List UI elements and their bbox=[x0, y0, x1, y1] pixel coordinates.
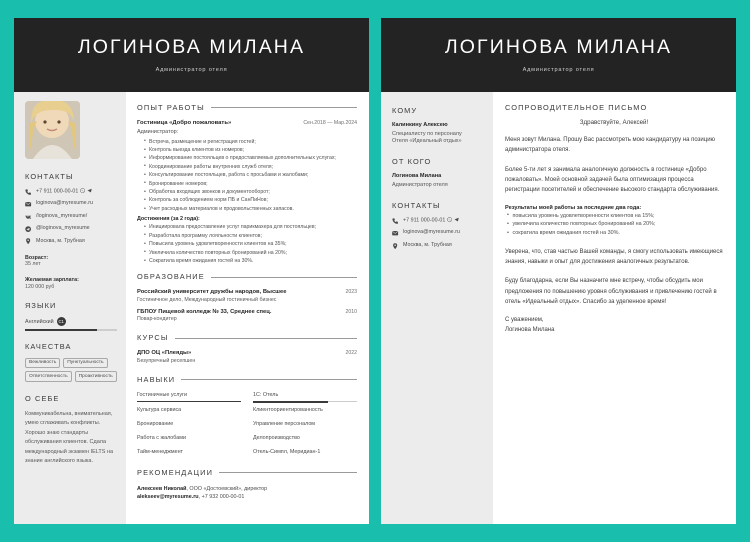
contact-row-telegram[interactable] bbox=[25, 225, 117, 233]
recommender-name: Алексеев Николай bbox=[137, 485, 187, 492]
duties-list bbox=[137, 138, 357, 214]
duty-item: • Консультирование постояльцев, работа с просьбами и жалобами; bbox=[144, 171, 357, 179]
about-title: О СЕБЕ bbox=[25, 393, 60, 403]
language-progress-bar bbox=[25, 329, 117, 331]
whatsapp-icon bbox=[447, 217, 452, 222]
contact-row-location bbox=[392, 242, 484, 250]
letter-contacts-title: КОНТАКТЫ bbox=[392, 200, 441, 210]
recipient-org: Отеля «Идеальный отдых» bbox=[392, 138, 462, 145]
location-icon bbox=[25, 238, 32, 246]
quality-tag: Вежливость bbox=[25, 358, 60, 369]
skill-item: Делопроизводство bbox=[253, 434, 300, 441]
skill-item: Работа с жалобами bbox=[137, 434, 186, 441]
quality-tag: Пунктуальность bbox=[63, 358, 107, 369]
education-section-header bbox=[137, 272, 357, 281]
qualities-list bbox=[25, 358, 117, 382]
achievements-list bbox=[137, 223, 357, 265]
fact-label: Желаемая зарплата: bbox=[25, 277, 79, 284]
employer-name: Гостиница «Добро пожаловать» bbox=[137, 120, 232, 126]
resume-subtitle: Администратор отеля bbox=[155, 66, 228, 73]
duty-item: • Обработка входящих звонков и документооборот; bbox=[144, 188, 357, 196]
contact-row-phone[interactable] bbox=[25, 188, 117, 196]
experience-entry-head bbox=[137, 120, 357, 126]
contact-row-phone[interactable] bbox=[392, 217, 484, 225]
mail-icon bbox=[392, 229, 399, 237]
letter-body bbox=[381, 92, 736, 524]
education-name: ГБПОУ Пищевой колледж № 33, Среднее спец. bbox=[137, 308, 272, 315]
fact-age bbox=[25, 255, 117, 269]
whatsapp-icon bbox=[80, 188, 85, 193]
contact-row-vk[interactable] bbox=[25, 213, 117, 221]
about-text: Коммуникабельна, внимательная, умею сглаживать конфликты. Хорошо знаю стандарты обслуживания клиентов. Сдала международный экзамен IELTS на знание английского языка. bbox=[25, 410, 114, 465]
whatsapp-telegram-icons bbox=[447, 217, 459, 222]
skill-item: Отель-Симпл, Меридиан-1 bbox=[253, 448, 321, 455]
resume-page bbox=[14, 18, 369, 524]
recommendations-section-header bbox=[137, 468, 357, 477]
telegram-icon bbox=[454, 217, 459, 222]
qualities-title: КАЧЕСТВА bbox=[25, 341, 72, 351]
cover-letter-page bbox=[381, 18, 736, 524]
education-entry bbox=[137, 289, 357, 303]
letter-paragraph-1: Меня зовут Милана. Прошу Вас рассмотреть мою кандидатуру на позицию администратора отеля. bbox=[505, 137, 716, 154]
contact-value: /loginova_myresume/ bbox=[36, 212, 88, 219]
letter-signature bbox=[505, 316, 723, 335]
recommendations-title: РЕКОМЕНДАЦИИ bbox=[137, 467, 214, 477]
education-name: Российский университет дружбы народов, Высшее bbox=[137, 289, 287, 296]
education-year: 2023 bbox=[345, 289, 357, 296]
letter-greeting: Здравствуйте, Алексей! bbox=[579, 119, 649, 126]
experience-section-header bbox=[137, 103, 357, 112]
recommender-phone: , +7 932 000-00-01 bbox=[198, 494, 245, 501]
page-title: ЛОГИНОВА МИЛАНА bbox=[444, 36, 673, 59]
sender-title: ОТ КОГО bbox=[392, 157, 432, 167]
letter-sidebar bbox=[381, 92, 493, 524]
achievement-item: • Разработала программу лояльности клиентов; bbox=[144, 232, 357, 240]
education-title: ОБРАЗОВАНИЕ bbox=[137, 272, 205, 282]
course-entry bbox=[137, 350, 357, 364]
recipient-role: Специалисту по персоналу bbox=[392, 130, 462, 137]
result-item: • повысила уровень удовлетворенности клиентов на 15%; bbox=[507, 212, 723, 221]
contact-value: +7 911 000-00-01 bbox=[36, 188, 92, 195]
result-item: • увеличила количество повторных бронирований на 20%; bbox=[507, 220, 723, 229]
mail-icon bbox=[25, 200, 32, 208]
courses-title: КУРСЫ bbox=[137, 333, 169, 343]
duty-item: • Учет расходных материалов и продовольственных запасов. bbox=[144, 205, 357, 213]
duty-item: • Контроль выезда клиентов из номеров; bbox=[144, 146, 357, 154]
recommendation-entry bbox=[137, 485, 357, 502]
duty-item: • Контроль за соблюдением норм ПБ и СанПиНов; bbox=[144, 196, 357, 204]
contact-value: @loginova_myresume bbox=[36, 225, 90, 232]
contacts-title: КОНТАКТЫ bbox=[25, 172, 74, 181]
contact-value: +7 911 000-00-01 bbox=[403, 217, 459, 224]
avatar bbox=[25, 101, 80, 159]
course-year: 2022 bbox=[345, 350, 357, 357]
signature-line-1: С уважением, bbox=[505, 317, 544, 324]
rule bbox=[211, 107, 357, 108]
contact-value: Москва, м. Трубная bbox=[403, 241, 452, 248]
contact-value: loginova@myresume.ru bbox=[36, 200, 94, 207]
rule bbox=[181, 379, 357, 380]
language-item bbox=[25, 317, 117, 326]
resume-main bbox=[126, 92, 369, 524]
recipient-block bbox=[392, 122, 484, 146]
sender-name: Логинова Милана bbox=[392, 173, 442, 180]
letter-title: СОПРОВОДИТЕЛЬНОЕ ПИСЬМО bbox=[505, 103, 648, 112]
fact-value: 35 лет bbox=[25, 261, 41, 268]
letter-results-list bbox=[505, 212, 723, 238]
letter-header bbox=[381, 18, 736, 92]
contact-value: Москва, м. Трубная bbox=[36, 237, 85, 244]
skills-list bbox=[137, 392, 357, 463]
contact-row-email[interactable] bbox=[25, 200, 117, 208]
signature-line-2: Логинова Милана bbox=[505, 326, 555, 333]
experience-title: ОПЫТ РАБОТЫ bbox=[137, 103, 205, 112]
courses-section-header bbox=[137, 333, 357, 342]
sender-block bbox=[392, 173, 484, 189]
resume-sidebar bbox=[14, 92, 126, 524]
education-speciality: Гостиничное дело, Международный гостиничный бизнес bbox=[137, 296, 277, 303]
skill-item: Управление персоналом bbox=[253, 420, 316, 427]
fact-value: 120 000 руб bbox=[25, 284, 55, 291]
quality-tag: Проактивность bbox=[75, 371, 117, 382]
skill-item: Клиентоориентированность bbox=[253, 406, 323, 413]
location-icon bbox=[392, 242, 399, 250]
page-title: ЛОГИНОВА МИЛАНА bbox=[77, 36, 306, 59]
quality-tag: Ответственность bbox=[25, 371, 72, 382]
resume-header bbox=[14, 18, 369, 92]
language-name: Английский bbox=[25, 318, 54, 325]
rule bbox=[219, 472, 357, 473]
duty-item: • Информирование постояльцев о предоставляемых дополнительных услугах; bbox=[144, 154, 357, 162]
job-position: Администратор: bbox=[137, 128, 179, 135]
skills-section-header bbox=[137, 375, 357, 384]
duty-item: • Встреча, размещение и регистрация гостей; bbox=[144, 138, 357, 146]
letter-main bbox=[493, 92, 736, 524]
letter-paragraph-4: Буду благодарна, если Вы назначите мне встречу, чтобы обсудить мои предложения по повышению уровня обслуживания и привлечению гостей в отель «Идеальный отдых». Спасибо за уделенное время! bbox=[505, 278, 717, 306]
contact-row-email[interactable] bbox=[392, 229, 484, 237]
letter-paragraph-3: Уверена, что, став частью Вашей команды, я смогу использовать имеющиеся знания, навыки и опыт для достижения аналогичных результатов. bbox=[505, 248, 723, 266]
skill-item: 1С: Отель bbox=[253, 392, 357, 402]
fact-salary bbox=[25, 277, 117, 291]
skill-item: Тайм-менеджмент bbox=[137, 448, 184, 455]
whatsapp-telegram-icons bbox=[80, 188, 92, 193]
resume-body bbox=[14, 92, 369, 524]
education-entry bbox=[137, 309, 357, 323]
rule bbox=[211, 277, 357, 278]
employment-dates: Сен.2018 — Мар.2024 bbox=[303, 120, 357, 126]
recommender-org: , ООО «Достоевский», директор bbox=[186, 485, 268, 492]
letter-paragraph-2: Более 5-ти лет я занимала аналогичную должность в гостинице «Добро пожаловать». Моей основной задачей была оптимизация процесса регистрации посетителей и обеспечение высокого стандарта обслуживания. bbox=[505, 166, 720, 194]
result-item: • сократила время ожидания гостей на 30%. bbox=[507, 229, 723, 238]
skill-item: Гостиничные услуги bbox=[137, 392, 241, 402]
contact-value: loginova@myresume.ru bbox=[403, 229, 461, 236]
letter-results-title: Результаты моей работы за последние два года: bbox=[505, 204, 642, 211]
skill-item: Культура сервиса bbox=[137, 406, 182, 413]
vk-icon bbox=[25, 213, 32, 221]
recommender-email[interactable]: alekseev@myresume.ru bbox=[137, 494, 199, 501]
course-speciality: Безупречный ресепшен bbox=[137, 357, 196, 364]
achievement-item: • Увеличила количество повторных бронирований на 20%; bbox=[144, 249, 357, 257]
course-name: ДПО ОЦ «Плеяды» bbox=[137, 350, 192, 357]
language-level-badge: C1 bbox=[58, 319, 64, 325]
telegram-icon bbox=[25, 225, 32, 233]
duty-item: • Бронирование номеров; bbox=[144, 180, 357, 188]
achievement-item: • Повысила уровень удовлетворенности клиентов на 35%; bbox=[144, 240, 357, 248]
achievement-item: • Сократила время ожидания гостей на 30%. bbox=[144, 257, 357, 265]
telegram-icon bbox=[87, 188, 92, 193]
skill-item: Бронирование bbox=[137, 420, 174, 427]
duty-item: • Координирование работы внутренних служб отеля; bbox=[144, 163, 357, 171]
fact-label: Возраст: bbox=[25, 254, 49, 261]
education-speciality: Повар-кондитер bbox=[137, 316, 177, 323]
achievement-item: • Инициировала предоставление услуг парикмахера для постояльцев; bbox=[144, 223, 357, 231]
recipient-name: Калинкину Алексею bbox=[392, 122, 448, 128]
languages-title: ЯЗЫКИ bbox=[25, 301, 57, 311]
sender-role: Администратор отеля bbox=[392, 181, 448, 188]
phone-icon bbox=[25, 188, 32, 196]
letter-subtitle: Администратор отеля bbox=[522, 66, 595, 73]
rule bbox=[175, 338, 357, 339]
education-year: 2010 bbox=[345, 308, 357, 315]
phone-icon bbox=[392, 217, 399, 225]
skills-title: НАВЫКИ bbox=[137, 374, 176, 384]
recipient-title: КОМУ bbox=[392, 106, 418, 115]
achievements-title: Достижения (за 2 года): bbox=[137, 216, 200, 223]
contact-row-location bbox=[25, 238, 117, 246]
